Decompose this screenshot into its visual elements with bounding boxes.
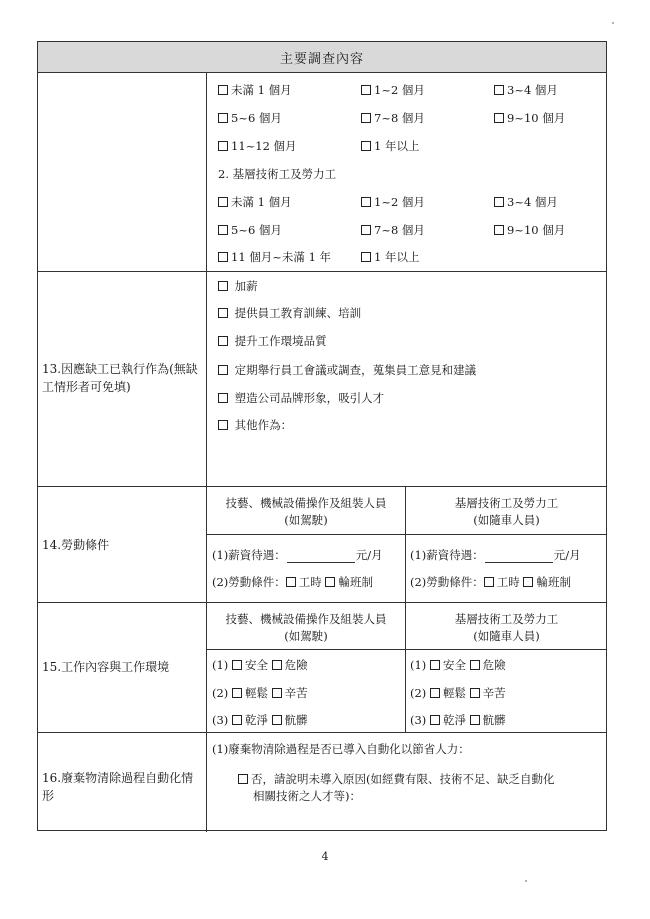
option-checkbox[interactable]: 塑造公司品牌形象，吸引人才 bbox=[218, 390, 384, 406]
env-row: (2) 輕鬆 辛苦 bbox=[410, 686, 506, 700]
col-header: 基層技術工及勞力工 bbox=[454, 496, 559, 510]
option-checkbox[interactable]: 1 年以上 bbox=[361, 249, 419, 265]
scan-speck bbox=[525, 880, 527, 882]
hard-checkbox[interactable] bbox=[470, 688, 480, 698]
option-checkbox[interactable]: 3~4 個月 bbox=[494, 82, 558, 98]
env-row: (2) 輕鬆 辛苦 bbox=[212, 686, 308, 700]
section14-label: 14.勞動條件 bbox=[42, 538, 110, 552]
option-checkbox[interactable]: 加薪 bbox=[218, 278, 258, 294]
divider bbox=[38, 271, 606, 272]
col-header: 基層技術工及勞力工 bbox=[454, 612, 559, 626]
conditions-row: (2)勞動條件： 工時 輪班制 bbox=[212, 575, 373, 589]
option-checkbox[interactable]: 11~12 個月 bbox=[218, 138, 297, 154]
dirty-checkbox[interactable] bbox=[272, 715, 282, 725]
env-row: (1) 安全 危險 bbox=[212, 658, 308, 672]
option-checkbox[interactable]: 7~8 個月 bbox=[361, 222, 425, 238]
danger-checkbox[interactable] bbox=[470, 660, 480, 670]
divider bbox=[38, 602, 606, 603]
col-header-sub: (如駕駛) bbox=[284, 513, 328, 527]
section13-label: 13.因應缺工已執行作為(無缺工情形者可免填) bbox=[42, 362, 198, 394]
option-checkbox[interactable]: 11 個月~未滿 1 年 bbox=[218, 249, 331, 265]
divider bbox=[206, 534, 606, 535]
hard-checkbox[interactable] bbox=[272, 688, 282, 698]
option-checkbox[interactable]: 9~10 個月 bbox=[494, 222, 565, 238]
col-header: 技藝、機械設備操作及組裝人員 bbox=[225, 496, 387, 510]
salary-input[interactable] bbox=[287, 550, 355, 563]
safe-checkbox[interactable] bbox=[232, 660, 242, 670]
option-checkbox[interactable]: 提升工作環境品質 bbox=[218, 333, 327, 349]
divider bbox=[38, 732, 606, 733]
no-option[interactable]: 否，請說明未導入原因(如經費有限、技術不足、缺乏自動化 bbox=[238, 771, 554, 787]
divider bbox=[38, 72, 606, 73]
option-checkbox[interactable]: 其他作為： bbox=[218, 417, 292, 433]
salary-field[interactable]: (1)薪資待遇： 元/月 bbox=[410, 548, 581, 562]
safe-checkbox[interactable] bbox=[430, 660, 440, 670]
option-checkbox[interactable]: 9~10 個月 bbox=[494, 110, 565, 126]
option-checkbox[interactable]: 5~6 個月 bbox=[218, 110, 282, 126]
section15-label: 15.工作內容與工作環境 bbox=[42, 660, 170, 674]
conditions-row: (2)勞動條件： 工時 輪班制 bbox=[410, 575, 571, 589]
survey-table bbox=[37, 41, 607, 831]
dirty-checkbox[interactable] bbox=[470, 715, 480, 725]
col-header-sub: (如隨車人員) bbox=[473, 513, 540, 527]
scan-speck bbox=[612, 22, 614, 24]
page-number: 4 bbox=[321, 850, 329, 863]
hourly-checkbox[interactable] bbox=[484, 577, 494, 587]
option-checkbox[interactable]: 未滿 1 個月 bbox=[218, 194, 292, 210]
divider bbox=[206, 649, 606, 650]
salary-input[interactable] bbox=[485, 550, 553, 563]
option-checkbox[interactable]: 未滿 1 個月 bbox=[218, 82, 292, 98]
env-row: (3) 乾淨 骯髒 bbox=[212, 713, 308, 727]
divider bbox=[38, 486, 606, 487]
env-row: (1) 安全 危險 bbox=[410, 658, 506, 672]
clean-checkbox[interactable] bbox=[430, 715, 440, 725]
salary-field[interactable]: (1)薪資待遇： 元/月 bbox=[212, 548, 383, 562]
col-header-sub: (如駕駛) bbox=[284, 629, 328, 643]
table-header-title: 主要調查內容 bbox=[279, 51, 364, 67]
col-header: 技藝、機械設備操作及組裝人員 bbox=[225, 612, 387, 626]
no-option-cont: 相關技術之人才等)： bbox=[253, 789, 361, 803]
option-checkbox[interactable]: 提供員工教育訓練、培訓 bbox=[218, 305, 361, 321]
danger-checkbox[interactable] bbox=[272, 660, 282, 670]
option-checkbox[interactable]: 7~8 個月 bbox=[361, 110, 425, 126]
column-divider bbox=[206, 72, 207, 832]
shift-checkbox[interactable] bbox=[325, 577, 335, 587]
shift-checkbox[interactable] bbox=[523, 577, 533, 587]
clean-checkbox[interactable] bbox=[232, 715, 242, 725]
option-checkbox[interactable]: 1~2 個月 bbox=[361, 82, 425, 98]
subsection-title: 2. 基層技術工及勞力工 bbox=[218, 167, 337, 181]
option-checkbox[interactable]: 5~6 個月 bbox=[218, 222, 282, 238]
option-checkbox[interactable]: 1 年以上 bbox=[361, 138, 419, 154]
env-row: (3) 乾淨 骯髒 bbox=[410, 713, 506, 727]
automation-question: (1)廢棄物清除過程是否已導入自動化以節省人力： bbox=[212, 742, 470, 756]
option-checkbox[interactable]: 3~4 個月 bbox=[494, 194, 558, 210]
easy-checkbox[interactable] bbox=[430, 688, 440, 698]
easy-checkbox[interactable] bbox=[232, 688, 242, 698]
table-header bbox=[38, 42, 606, 72]
hourly-checkbox[interactable] bbox=[286, 577, 296, 587]
section16-label: 16.廢棄物清除過程自動化情形 bbox=[42, 771, 194, 803]
option-checkbox[interactable]: 1~2 個月 bbox=[361, 194, 425, 210]
option-checkbox[interactable]: 定期舉行員工會議或調查，蒐集員工意見和建議 bbox=[218, 362, 476, 378]
col-header-sub: (如隨車人員) bbox=[473, 629, 540, 643]
